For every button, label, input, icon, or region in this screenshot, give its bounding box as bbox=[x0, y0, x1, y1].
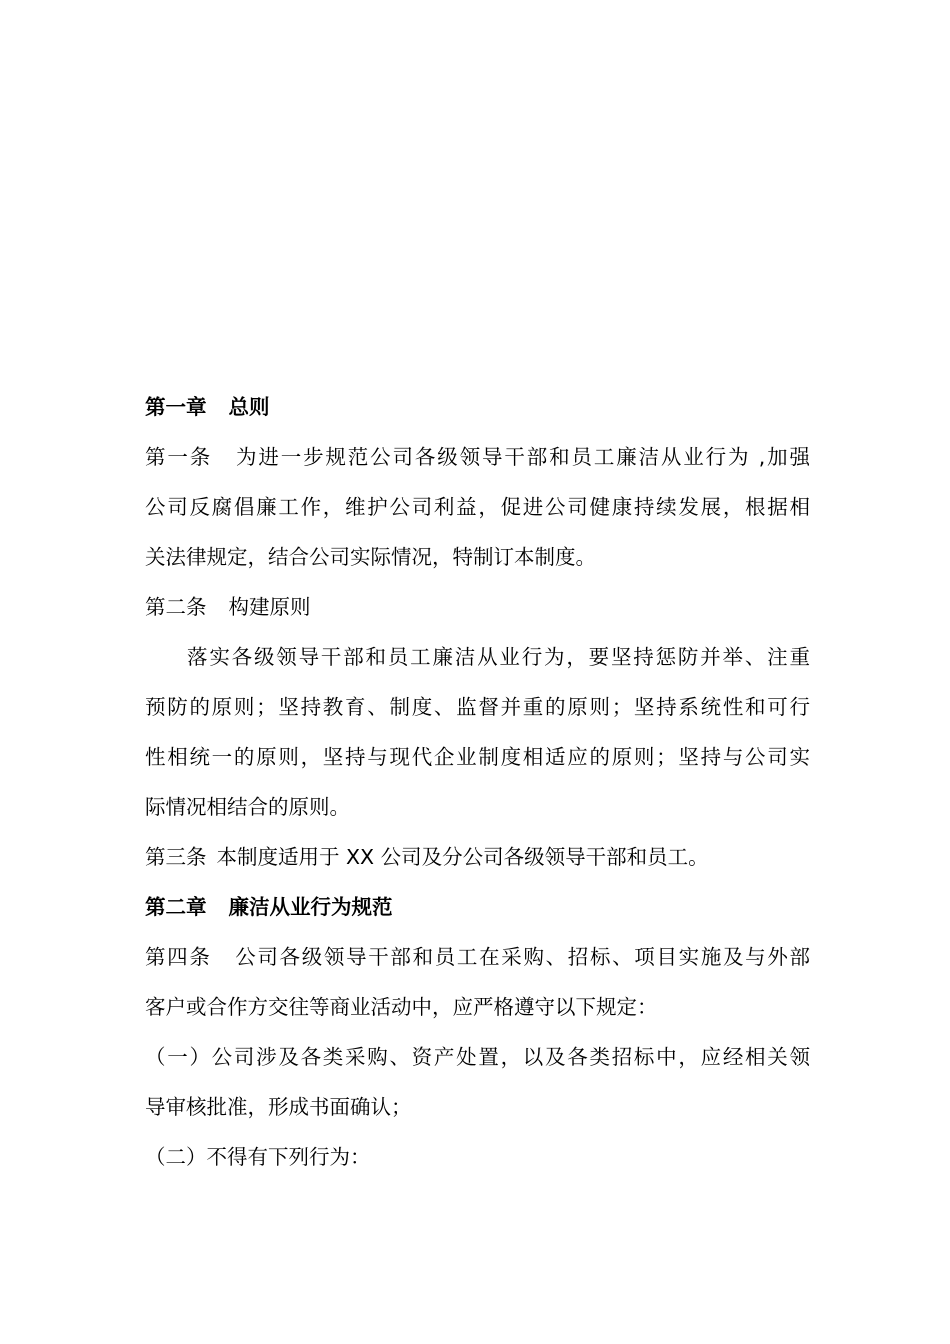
chapter-number: 第二章 bbox=[145, 895, 207, 919]
article-line: 关法律规定，结合公司实际情况，特制订本制度。 bbox=[145, 545, 596, 569]
article-number: 第三条 bbox=[145, 845, 207, 869]
list-item-line: （一）公司涉及各类采购、资产处置，以及各类招标中，应经相关领 bbox=[145, 1045, 810, 1069]
chapter-title: 廉洁从业行为规范 bbox=[228, 895, 393, 919]
chapter-heading bbox=[145, 885, 810, 935]
article-line bbox=[145, 435, 810, 485]
paragraph-line: 预防的原则；坚持教育、制度、监督并重的原则；坚持系统性和可行 bbox=[145, 695, 810, 719]
article-text: 公司各级领导干部和员工在采购、招标、项目实施及与外部 bbox=[233, 945, 810, 969]
article-line: 客户或合作方交往等商业活动中，应严格遵守以下规定： bbox=[145, 995, 658, 1019]
paragraph-line: 际情况相结合的原则。 bbox=[145, 795, 350, 819]
paragraph-line: 落实各级领导干部和员工廉洁从业行为，要坚持惩防并举、注重 bbox=[187, 645, 810, 669]
article-title: 构建原则 bbox=[228, 595, 311, 619]
article-line bbox=[145, 835, 810, 885]
document-body bbox=[145, 385, 810, 1185]
article-heading bbox=[145, 585, 810, 635]
article-number: 第二条 bbox=[145, 595, 207, 619]
chapter-title: 总则 bbox=[228, 395, 270, 419]
article-text: 为进一步规范公司各级领导干部和员工廉洁从业行为 ,加强 bbox=[234, 445, 810, 469]
list-item-line: 导审核批准，形成书面确认； bbox=[145, 1095, 412, 1119]
paragraph-line: 性相统一的原则，坚持与现代企业制度相适应的原则；坚持与公司实 bbox=[145, 745, 810, 769]
article-line: 公司反腐倡廉工作，维护公司利益，促进公司健康持续发展，根据相 bbox=[145, 495, 810, 519]
article-text: 本制度适用于 XX 公司及分公司各级领导干部和员工。 bbox=[216, 845, 709, 869]
chapter-number: 第一章 bbox=[145, 395, 207, 419]
list-item-line: （二）不得有下列行为： bbox=[145, 1145, 371, 1169]
article-line bbox=[145, 935, 810, 985]
article-number: 第一条 bbox=[145, 445, 213, 469]
chapter-heading bbox=[145, 385, 810, 435]
article-number: 第四条 bbox=[145, 945, 212, 969]
